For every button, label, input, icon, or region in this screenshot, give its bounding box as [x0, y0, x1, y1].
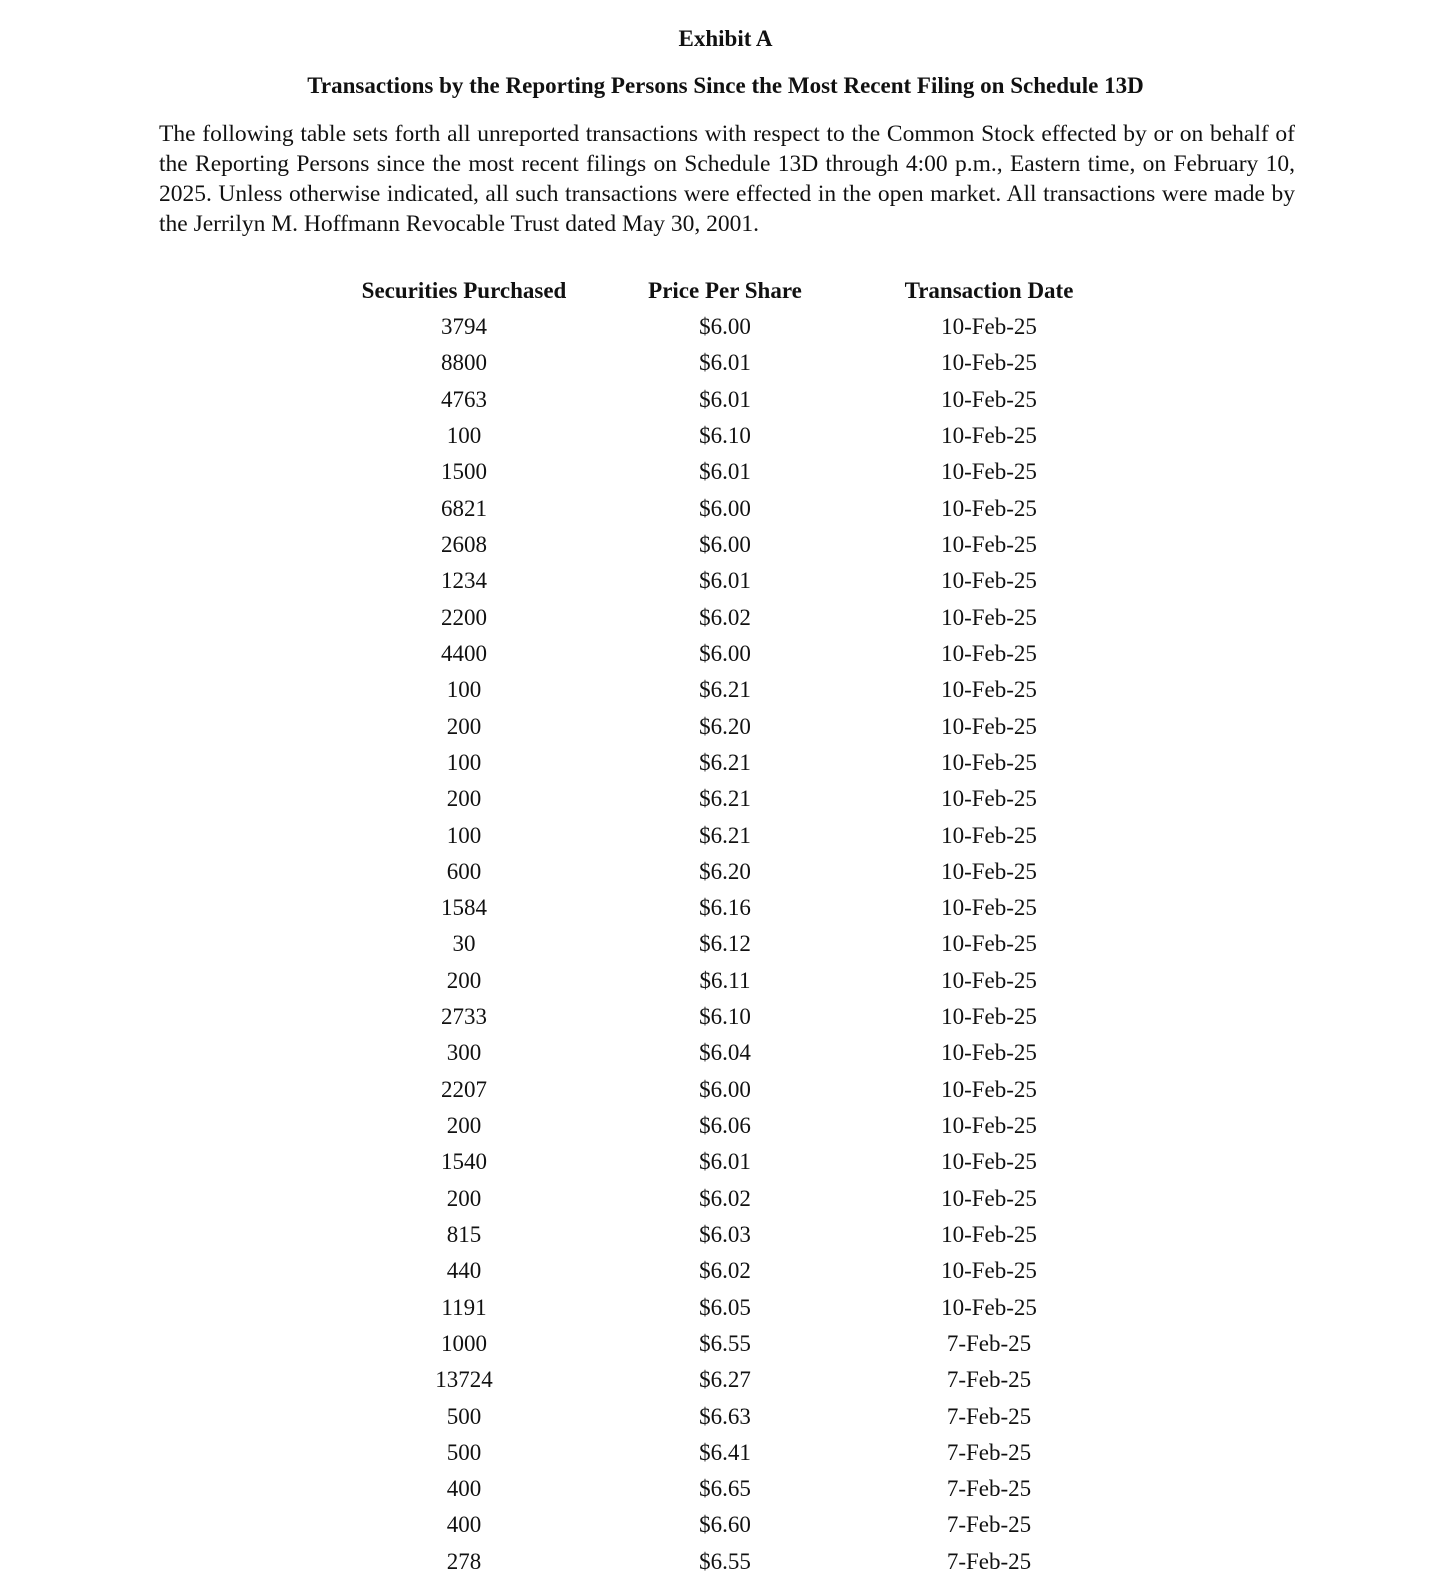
securities-purchased-cell: 6821 — [441, 495, 487, 521]
table-row — [335, 309, 1121, 345]
transaction-date-cell: 10-Feb-25 — [941, 640, 1037, 666]
securities-purchased-cell: 1191 — [441, 1294, 487, 1320]
transaction-date-cell: 10-Feb-25 — [941, 1076, 1037, 1102]
transaction-date-cell: 10-Feb-25 — [941, 604, 1037, 630]
transaction-date-cell: 10-Feb-25 — [941, 931, 1037, 957]
securities-purchased-cell: 100 — [446, 822, 482, 848]
price-per-share-cell: $6.05 — [699, 1294, 751, 1320]
securities-purchased-cell: 500 — [446, 1403, 482, 1429]
table-row — [335, 890, 1121, 926]
table-row — [335, 1289, 1121, 1325]
securities-purchased-cell: 1500 — [441, 459, 487, 485]
table-row — [335, 963, 1121, 999]
table-row — [335, 817, 1121, 853]
table-row — [335, 1435, 1121, 1471]
table-row — [335, 854, 1121, 890]
securities-purchased-cell: 1000 — [441, 1330, 487, 1356]
price-per-share-cell: $6.00 — [699, 314, 751, 340]
price-per-share-cell: $6.01 — [699, 386, 751, 412]
exhibit-title: Exhibit A — [678, 26, 773, 51]
table-row — [335, 345, 1121, 381]
price-per-share-cell: $6.11 — [699, 967, 751, 993]
header-securities-purchased: Securities Purchased — [361, 278, 567, 303]
price-per-share-cell: $6.10 — [699, 1004, 751, 1030]
transaction-date-cell: 7-Feb-25 — [946, 1403, 1032, 1429]
securities-purchased-cell: 500 — [446, 1439, 482, 1465]
price-per-share-cell: $6.21 — [699, 749, 751, 775]
price-per-share-cell: $6.21 — [699, 822, 751, 848]
price-per-share-cell: $6.16 — [699, 895, 751, 921]
price-per-share-cell: $6.01 — [699, 350, 751, 376]
transaction-date-cell: 10-Feb-25 — [941, 495, 1037, 521]
table-row — [335, 600, 1121, 636]
price-per-share-cell: $6.12 — [699, 931, 751, 957]
transaction-date-cell: 10-Feb-25 — [941, 1294, 1037, 1320]
securities-purchased-cell: 1540 — [441, 1149, 487, 1175]
transaction-date-cell: 10-Feb-25 — [941, 1149, 1037, 1175]
table-row — [335, 1144, 1121, 1180]
price-per-share-cell: $6.55 — [699, 1330, 751, 1356]
table-row — [335, 1326, 1121, 1362]
securities-purchased-cell: 300 — [446, 1040, 482, 1066]
securities-purchased-cell: 4763 — [441, 386, 487, 412]
transaction-date-cell: 7-Feb-25 — [946, 1330, 1032, 1356]
price-per-share-cell: $6.20 — [699, 858, 751, 884]
transaction-date-cell: 10-Feb-25 — [941, 713, 1037, 739]
exhibit-subtitle: Transactions by the Reporting Persons Since the Most Recent Filing on Schedule 13D — [307, 73, 1144, 98]
transaction-date-cell: 10-Feb-25 — [941, 1185, 1037, 1211]
table-header-row — [335, 273, 1121, 309]
table-row — [335, 527, 1121, 563]
securities-purchased-cell: 600 — [446, 858, 482, 884]
securities-purchased-cell: 1234 — [441, 568, 487, 594]
table-row — [335, 999, 1121, 1035]
securities-purchased-cell: 30 — [452, 931, 476, 957]
transaction-date-cell: 10-Feb-25 — [941, 677, 1037, 703]
transaction-date-cell: 10-Feb-25 — [941, 350, 1037, 376]
securities-purchased-cell: 200 — [446, 967, 482, 993]
price-per-share-cell: $6.21 — [699, 786, 751, 812]
transaction-date-cell: 10-Feb-25 — [941, 822, 1037, 848]
securities-purchased-cell: 2207 — [441, 1076, 487, 1102]
transactions-table-body — [335, 309, 1121, 1580]
securities-purchased-cell: 400 — [446, 1476, 482, 1502]
price-per-share-cell: $6.01 — [699, 459, 751, 485]
price-per-share-cell: $6.27 — [699, 1367, 751, 1393]
table-row — [335, 745, 1121, 781]
price-per-share-cell: $6.00 — [699, 495, 751, 521]
intro-paragraph: The following table sets forth all unreported transactions with respect to the Common Stock effected by or on behalf of the Reporting Persons since the most recent filings on Schedule 13D through 4:00 p.m., Eastern time, on February 10, 2025. Unless otherwise indicated, all such transactions were effected in the open market. All transactions were made by the Jerrilyn M. Hoffmann Revocable Trust dated May 30, 2001. — [159, 121, 1295, 237]
price-per-share-cell: $6.01 — [699, 568, 751, 594]
table-row — [335, 1471, 1121, 1507]
table-row — [335, 926, 1121, 962]
price-per-share-cell: $6.41 — [699, 1439, 751, 1465]
transaction-date-cell: 7-Feb-25 — [946, 1367, 1032, 1393]
table-row — [335, 1507, 1121, 1543]
transaction-date-cell: 10-Feb-25 — [941, 314, 1037, 340]
table-row — [335, 454, 1121, 490]
table-row — [335, 672, 1121, 708]
securities-purchased-cell: 100 — [446, 749, 482, 775]
table-row — [335, 636, 1121, 672]
price-per-share-cell: $6.00 — [699, 1076, 751, 1102]
securities-purchased-cell: 2200 — [441, 604, 487, 630]
table-row — [335, 1072, 1121, 1108]
transaction-date-cell: 10-Feb-25 — [941, 1221, 1037, 1247]
price-per-share-cell: $6.20 — [699, 713, 751, 739]
price-per-share-cell: $6.00 — [699, 640, 751, 666]
transaction-date-cell: 10-Feb-25 — [941, 1040, 1037, 1066]
securities-purchased-cell: 200 — [446, 1113, 482, 1139]
header-price-per-share: Price Per Share — [648, 278, 802, 303]
transaction-date-cell: 10-Feb-25 — [941, 568, 1037, 594]
table-row — [335, 781, 1121, 817]
securities-purchased-cell: 4400 — [441, 640, 487, 666]
table-row — [335, 418, 1121, 454]
securities-purchased-cell: 440 — [446, 1258, 482, 1284]
price-per-share-cell: $6.02 — [699, 1258, 751, 1284]
securities-purchased-cell: 2608 — [441, 532, 487, 558]
transaction-date-cell: 10-Feb-25 — [941, 858, 1037, 884]
transaction-date-cell: 7-Feb-25 — [946, 1548, 1032, 1574]
securities-purchased-cell: 100 — [446, 423, 482, 449]
price-per-share-cell: $6.04 — [699, 1040, 751, 1066]
transaction-date-cell: 10-Feb-25 — [941, 459, 1037, 485]
transaction-date-cell: 7-Feb-25 — [946, 1512, 1032, 1538]
header-transaction-date: Transaction Date — [904, 278, 1074, 303]
price-per-share-cell: $6.02 — [699, 1185, 751, 1211]
price-per-share-cell: $6.55 — [699, 1548, 751, 1574]
table-row — [335, 1108, 1121, 1144]
securities-purchased-cell: 278 — [446, 1548, 482, 1574]
table-row — [335, 1398, 1121, 1434]
table-row — [335, 708, 1121, 744]
transaction-date-cell: 7-Feb-25 — [946, 1439, 1032, 1465]
transaction-date-cell: 10-Feb-25 — [941, 1004, 1037, 1030]
transaction-date-cell: 10-Feb-25 — [941, 1113, 1037, 1139]
securities-purchased-cell: 815 — [446, 1221, 482, 1247]
transaction-date-cell: 10-Feb-25 — [941, 532, 1037, 558]
securities-purchased-cell: 8800 — [441, 350, 487, 376]
securities-purchased-cell: 100 — [446, 677, 482, 703]
securities-purchased-cell: 2733 — [441, 1004, 487, 1030]
transaction-date-cell: 10-Feb-25 — [941, 749, 1037, 775]
transaction-date-cell: 10-Feb-25 — [941, 786, 1037, 812]
price-per-share-cell: $6.63 — [699, 1403, 751, 1429]
transaction-date-cell: 10-Feb-25 — [941, 386, 1037, 412]
securities-purchased-cell: 1584 — [441, 895, 487, 921]
table-row — [335, 491, 1121, 527]
transaction-date-cell: 10-Feb-25 — [941, 895, 1037, 921]
table-row — [335, 1181, 1121, 1217]
price-per-share-cell: $6.65 — [699, 1476, 751, 1502]
table-row — [335, 1035, 1121, 1071]
price-per-share-cell: $6.60 — [699, 1512, 751, 1538]
securities-purchased-cell: 3794 — [441, 314, 487, 340]
securities-purchased-cell: 13724 — [435, 1367, 493, 1393]
price-per-share-cell: $6.00 — [699, 532, 751, 558]
price-per-share-cell: $6.21 — [699, 677, 751, 703]
price-per-share-cell: $6.01 — [699, 1149, 751, 1175]
table-row — [335, 382, 1121, 418]
securities-purchased-cell: 200 — [446, 1185, 482, 1211]
transactions-table — [335, 273, 1121, 1580]
price-per-share-cell: $6.10 — [699, 423, 751, 449]
transaction-date-cell: 7-Feb-25 — [946, 1476, 1032, 1502]
table-row — [335, 563, 1121, 599]
securities-purchased-cell: 400 — [446, 1512, 482, 1538]
price-per-share-cell: $6.06 — [699, 1113, 751, 1139]
securities-purchased-cell: 200 — [446, 786, 482, 812]
transaction-date-cell: 10-Feb-25 — [941, 1258, 1037, 1284]
table-row — [335, 1544, 1121, 1580]
price-per-share-cell: $6.03 — [699, 1221, 751, 1247]
table-row — [335, 1217, 1121, 1253]
table-row — [335, 1253, 1121, 1289]
transaction-date-cell: 10-Feb-25 — [941, 967, 1037, 993]
transaction-date-cell: 10-Feb-25 — [941, 423, 1037, 449]
table-row — [335, 1362, 1121, 1398]
price-per-share-cell: $6.02 — [699, 604, 751, 630]
securities-purchased-cell: 200 — [446, 713, 482, 739]
